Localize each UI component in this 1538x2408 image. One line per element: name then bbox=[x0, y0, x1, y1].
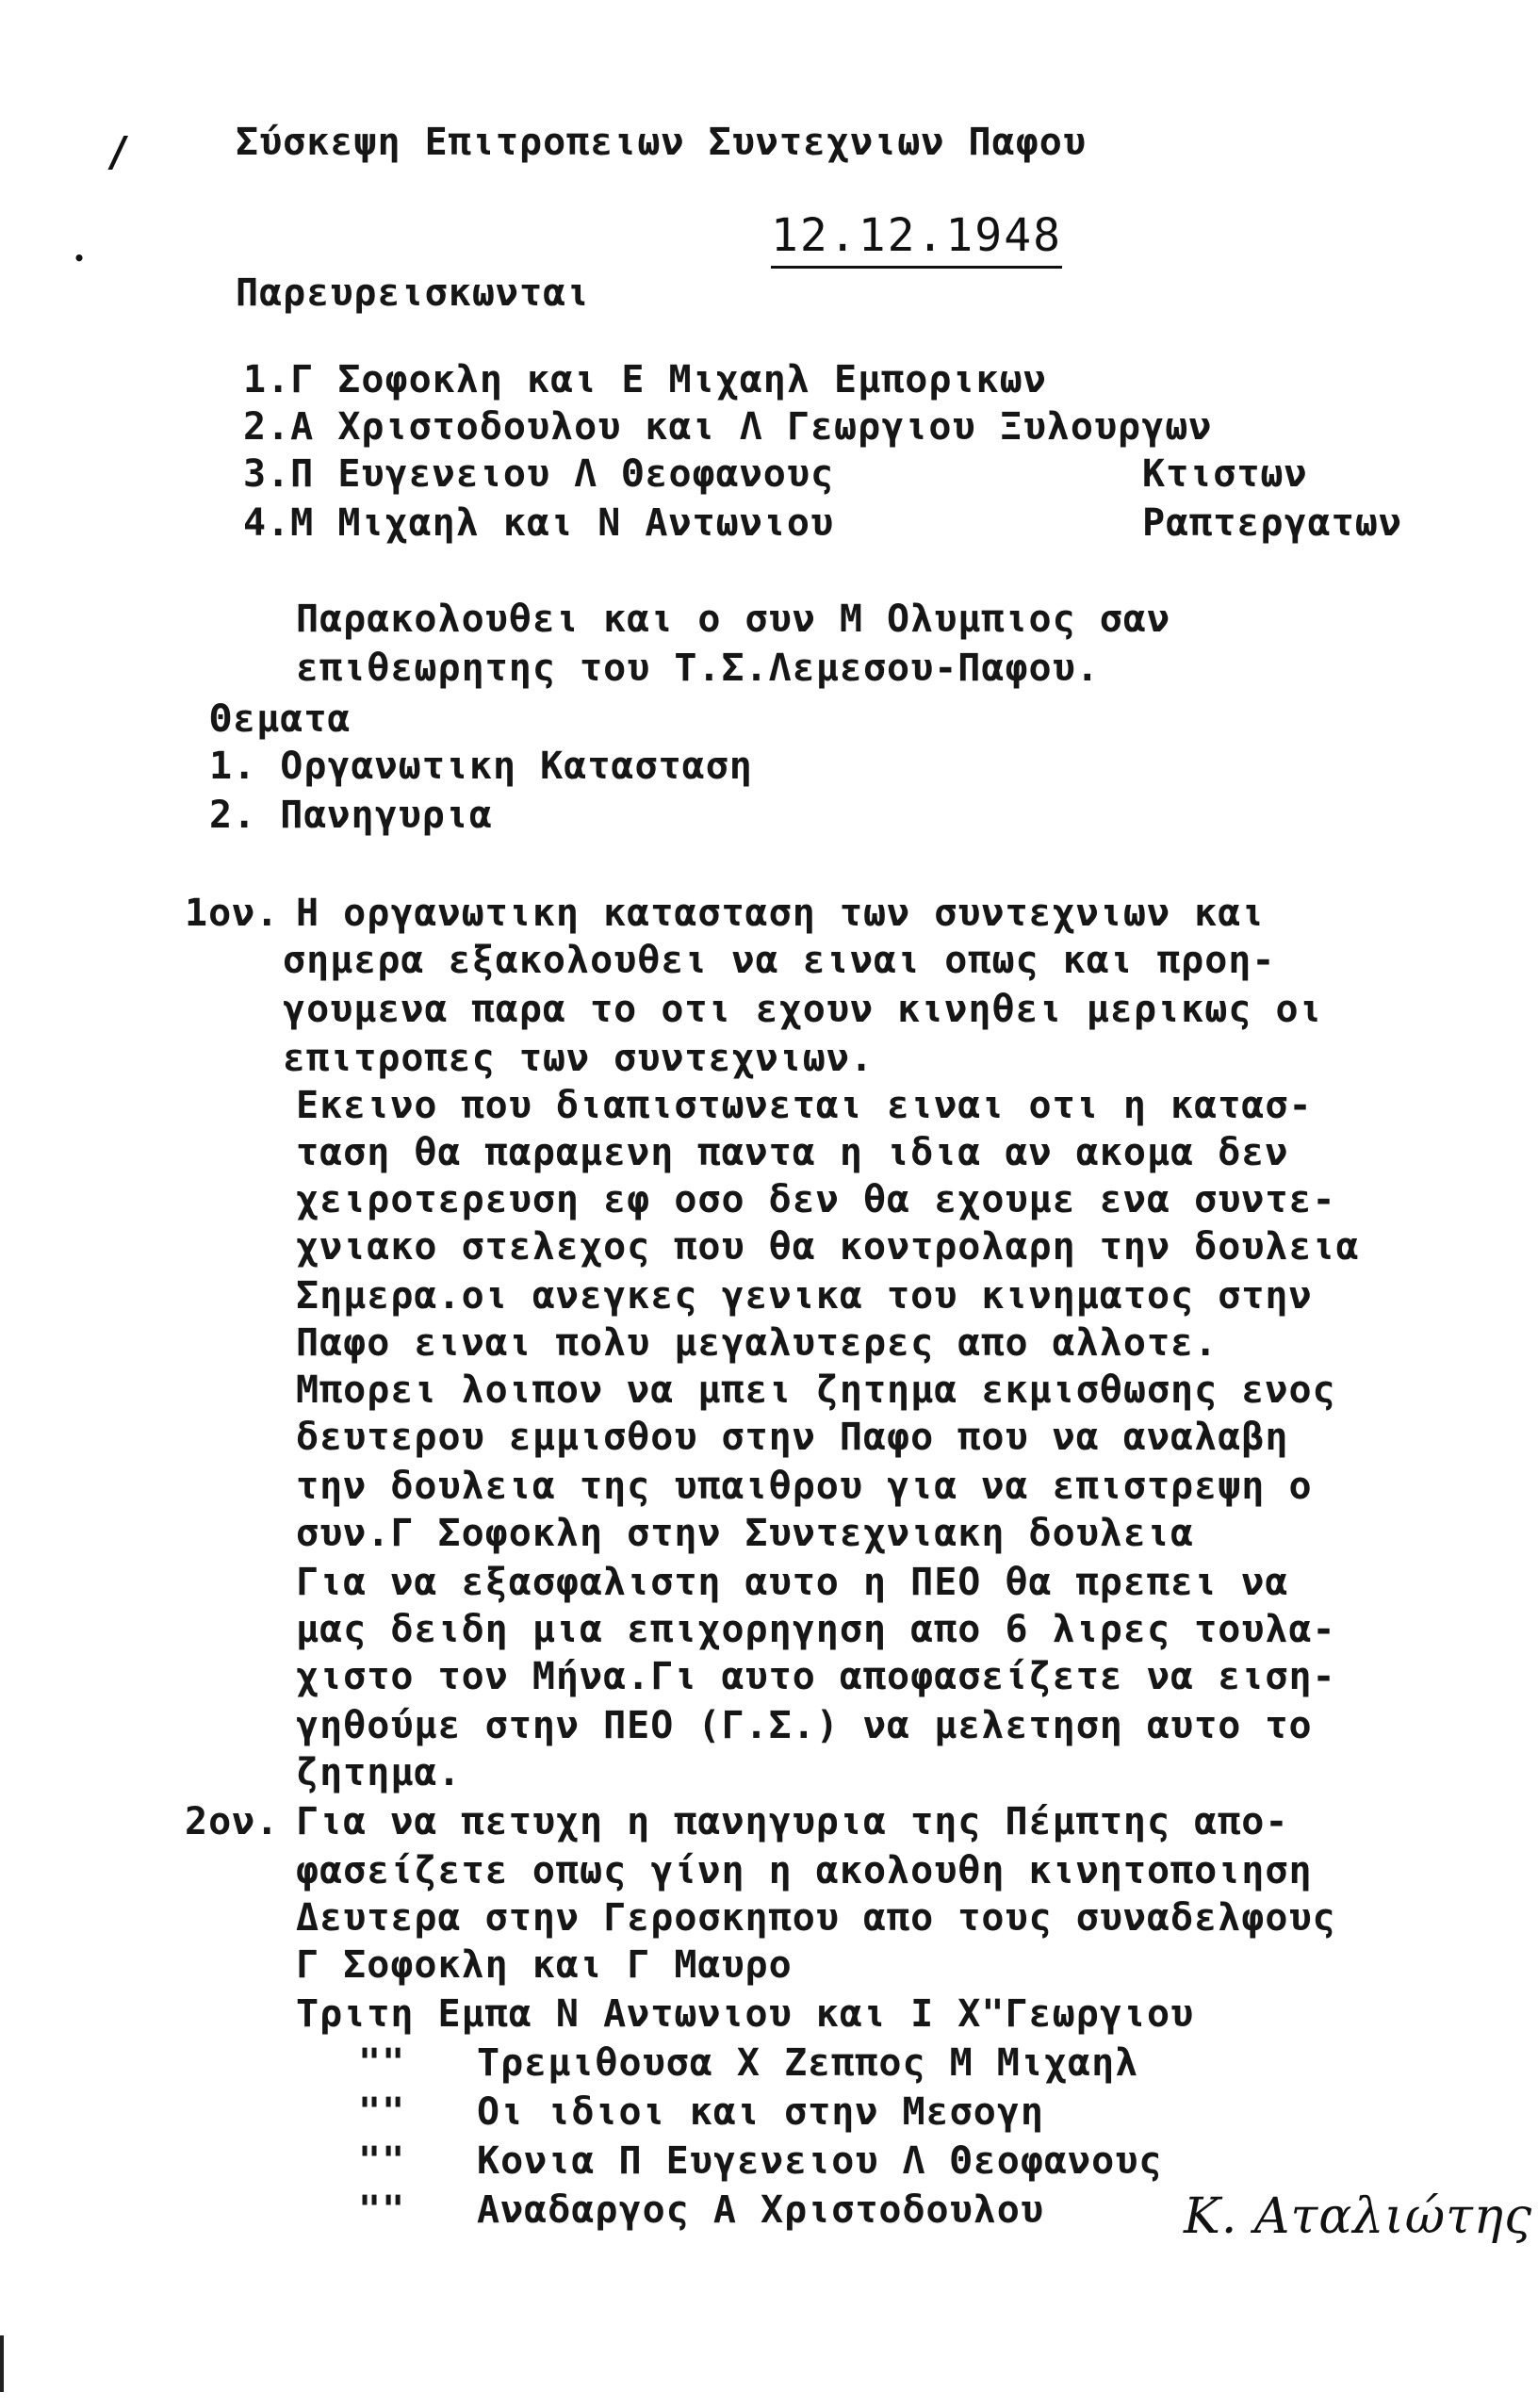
topic-item: 2. Πανηγυρια bbox=[209, 794, 493, 837]
ditto-mark: "" bbox=[358, 2090, 406, 2134]
section-marker: 2ον. bbox=[185, 1800, 280, 1843]
topics-heading: Θεματα bbox=[209, 697, 352, 741]
observer-line: επιθεωρητης του Τ.Σ.Λεμεσου-Παφου. bbox=[296, 647, 1100, 690]
section-2-line: Γ Σοφοκλη και Γ Μαυρο bbox=[296, 1943, 793, 1987]
topic-item: 1. Οργανωτικη Κατασταση bbox=[209, 745, 753, 788]
section-1-line: χνιακο στελεχος που θα κοντρολαρη την δουλεια bbox=[296, 1225, 1360, 1269]
ink-dot: • bbox=[74, 247, 86, 270]
section-1-line: Για να εξασφαλιστη αυτο η ΠΕΟ θα πρεπει να bbox=[296, 1561, 1289, 1604]
section-1-line: Παφο ειναι πολυ μεγαλυτερες απο αλλοτε. bbox=[296, 1321, 1219, 1365]
attendee-craft: Ραπτεργατων bbox=[1142, 501, 1402, 545]
attendee-row: 1.Γ Σοφοκλη και Ε Μιχαηλ Εμπορικων bbox=[243, 358, 1047, 401]
section-1-line: ταση θα παραμενη παντα η ιδια αν ακομα δεν bbox=[296, 1131, 1289, 1174]
document-title: Σύσκεψη Επιτροπειων Συντεχνιων Παφου bbox=[236, 121, 1087, 164]
section-2-line: Τριτη Εμπα Ν Αντωνιου και Ι Χ"Γεωργιου bbox=[296, 1992, 1195, 2036]
section-1-line: σημερα εξακολουθει να ειναι οπως και προη- bbox=[283, 939, 1276, 982]
section-1-line: Η οργανωτικη κατασταση των συντεχνιων και bbox=[296, 892, 1266, 935]
attendees-heading: Παρευρεισκωνται bbox=[236, 271, 591, 315]
section-1-line: Μπορει λοιπον να μπει ζητημα εκμισθωσης ενος bbox=[296, 1368, 1336, 1412]
section-1-line: δευτερου εμμισθου στην Παφο που να αναλαβη bbox=[296, 1416, 1289, 1459]
attendee-row: 3.Π Ευγενειου Λ Θεοφανους bbox=[243, 452, 835, 496]
ditto-mark: "" bbox=[358, 2041, 406, 2085]
handwritten-signature: Κ. Αταλιώτης bbox=[1184, 2188, 1533, 2245]
meeting-date: 12.12.1948 bbox=[771, 209, 1062, 269]
section-2-line: Για να πετυχη η πανηγυρια της Πέμπτης απο- bbox=[296, 1800, 1289, 1843]
section-2-line: φασείζετε οπως γίνη η ακολουθη κινητοποιηση bbox=[296, 1849, 1313, 1892]
ditto-mark: "" bbox=[358, 2188, 406, 2232]
section-1-line: χειροτερευση εφ οσο δεν θα εχουμε ενα συντε- bbox=[296, 1178, 1336, 1221]
section-1-line: Σημερα.οι ανεγκες γενικα του κινηματος στην bbox=[296, 1274, 1313, 1318]
section-1-line: ζητημα. bbox=[296, 1751, 462, 1794]
section-1-line: γουμενα παρα το οτι εχουν κινηθει μερικως οι bbox=[283, 988, 1323, 1031]
ditto-row: Τρεμιθουσα Χ Ζεππος Μ Μιχαηλ bbox=[477, 2041, 1139, 2085]
ditto-mark: "" bbox=[358, 2139, 406, 2183]
ditto-row: Οι ιδιοι και στην Μεσογη bbox=[477, 2090, 1044, 2134]
section-1-line: γηθούμε στην ΠΕΟ (Γ.Σ.) να μελετηση αυτο το bbox=[296, 1704, 1313, 1747]
section-marker: 1ον. bbox=[185, 892, 280, 935]
section-1-line: την δουλεια της υπαιθρου για να επιστρεψη ο bbox=[296, 1465, 1313, 1508]
ditto-row: Αναδαργος Α Χριστοδουλου bbox=[477, 2188, 1044, 2232]
section-1-line: μας δειδη μια επιχορηγηση απο 6 λιρες τουλα- bbox=[296, 1608, 1336, 1651]
section-2-line: Δευτερα στην Γεροσκηπου απο τους συναδελφους bbox=[296, 1896, 1336, 1940]
margin-mark: / bbox=[106, 128, 131, 176]
section-1-line: επιτροπες των συντεχνιων. bbox=[283, 1037, 875, 1080]
attendee-row: 2.Α Χριστοδουλου και Λ Γεωργιου Ξυλουργων bbox=[243, 405, 1213, 449]
ditto-row: Κονια Π Ευγενειου Λ Θεοφανους bbox=[477, 2139, 1163, 2183]
scan-edge-mark bbox=[0, 2335, 4, 2392]
attendee-row: 4.Μ Μιχαηλ και Ν Αντωνιου bbox=[243, 501, 835, 545]
observer-line: Παρακολουθει και ο συν Μ Ολυμπιος σαν bbox=[296, 598, 1171, 641]
section-1-line: συν.Γ Σοφοκλη στην Συντεχνιακη δουλεια bbox=[296, 1512, 1195, 1555]
section-1-line: Εκεινο που διαπιστωνεται ειναι οτι η κατασ- bbox=[296, 1084, 1313, 1127]
section-1-line: χιστο τον Μήνα.Γι αυτο αποφασείζετε να ειση- bbox=[296, 1655, 1336, 1698]
attendee-craft: Κτιστων bbox=[1142, 452, 1308, 496]
